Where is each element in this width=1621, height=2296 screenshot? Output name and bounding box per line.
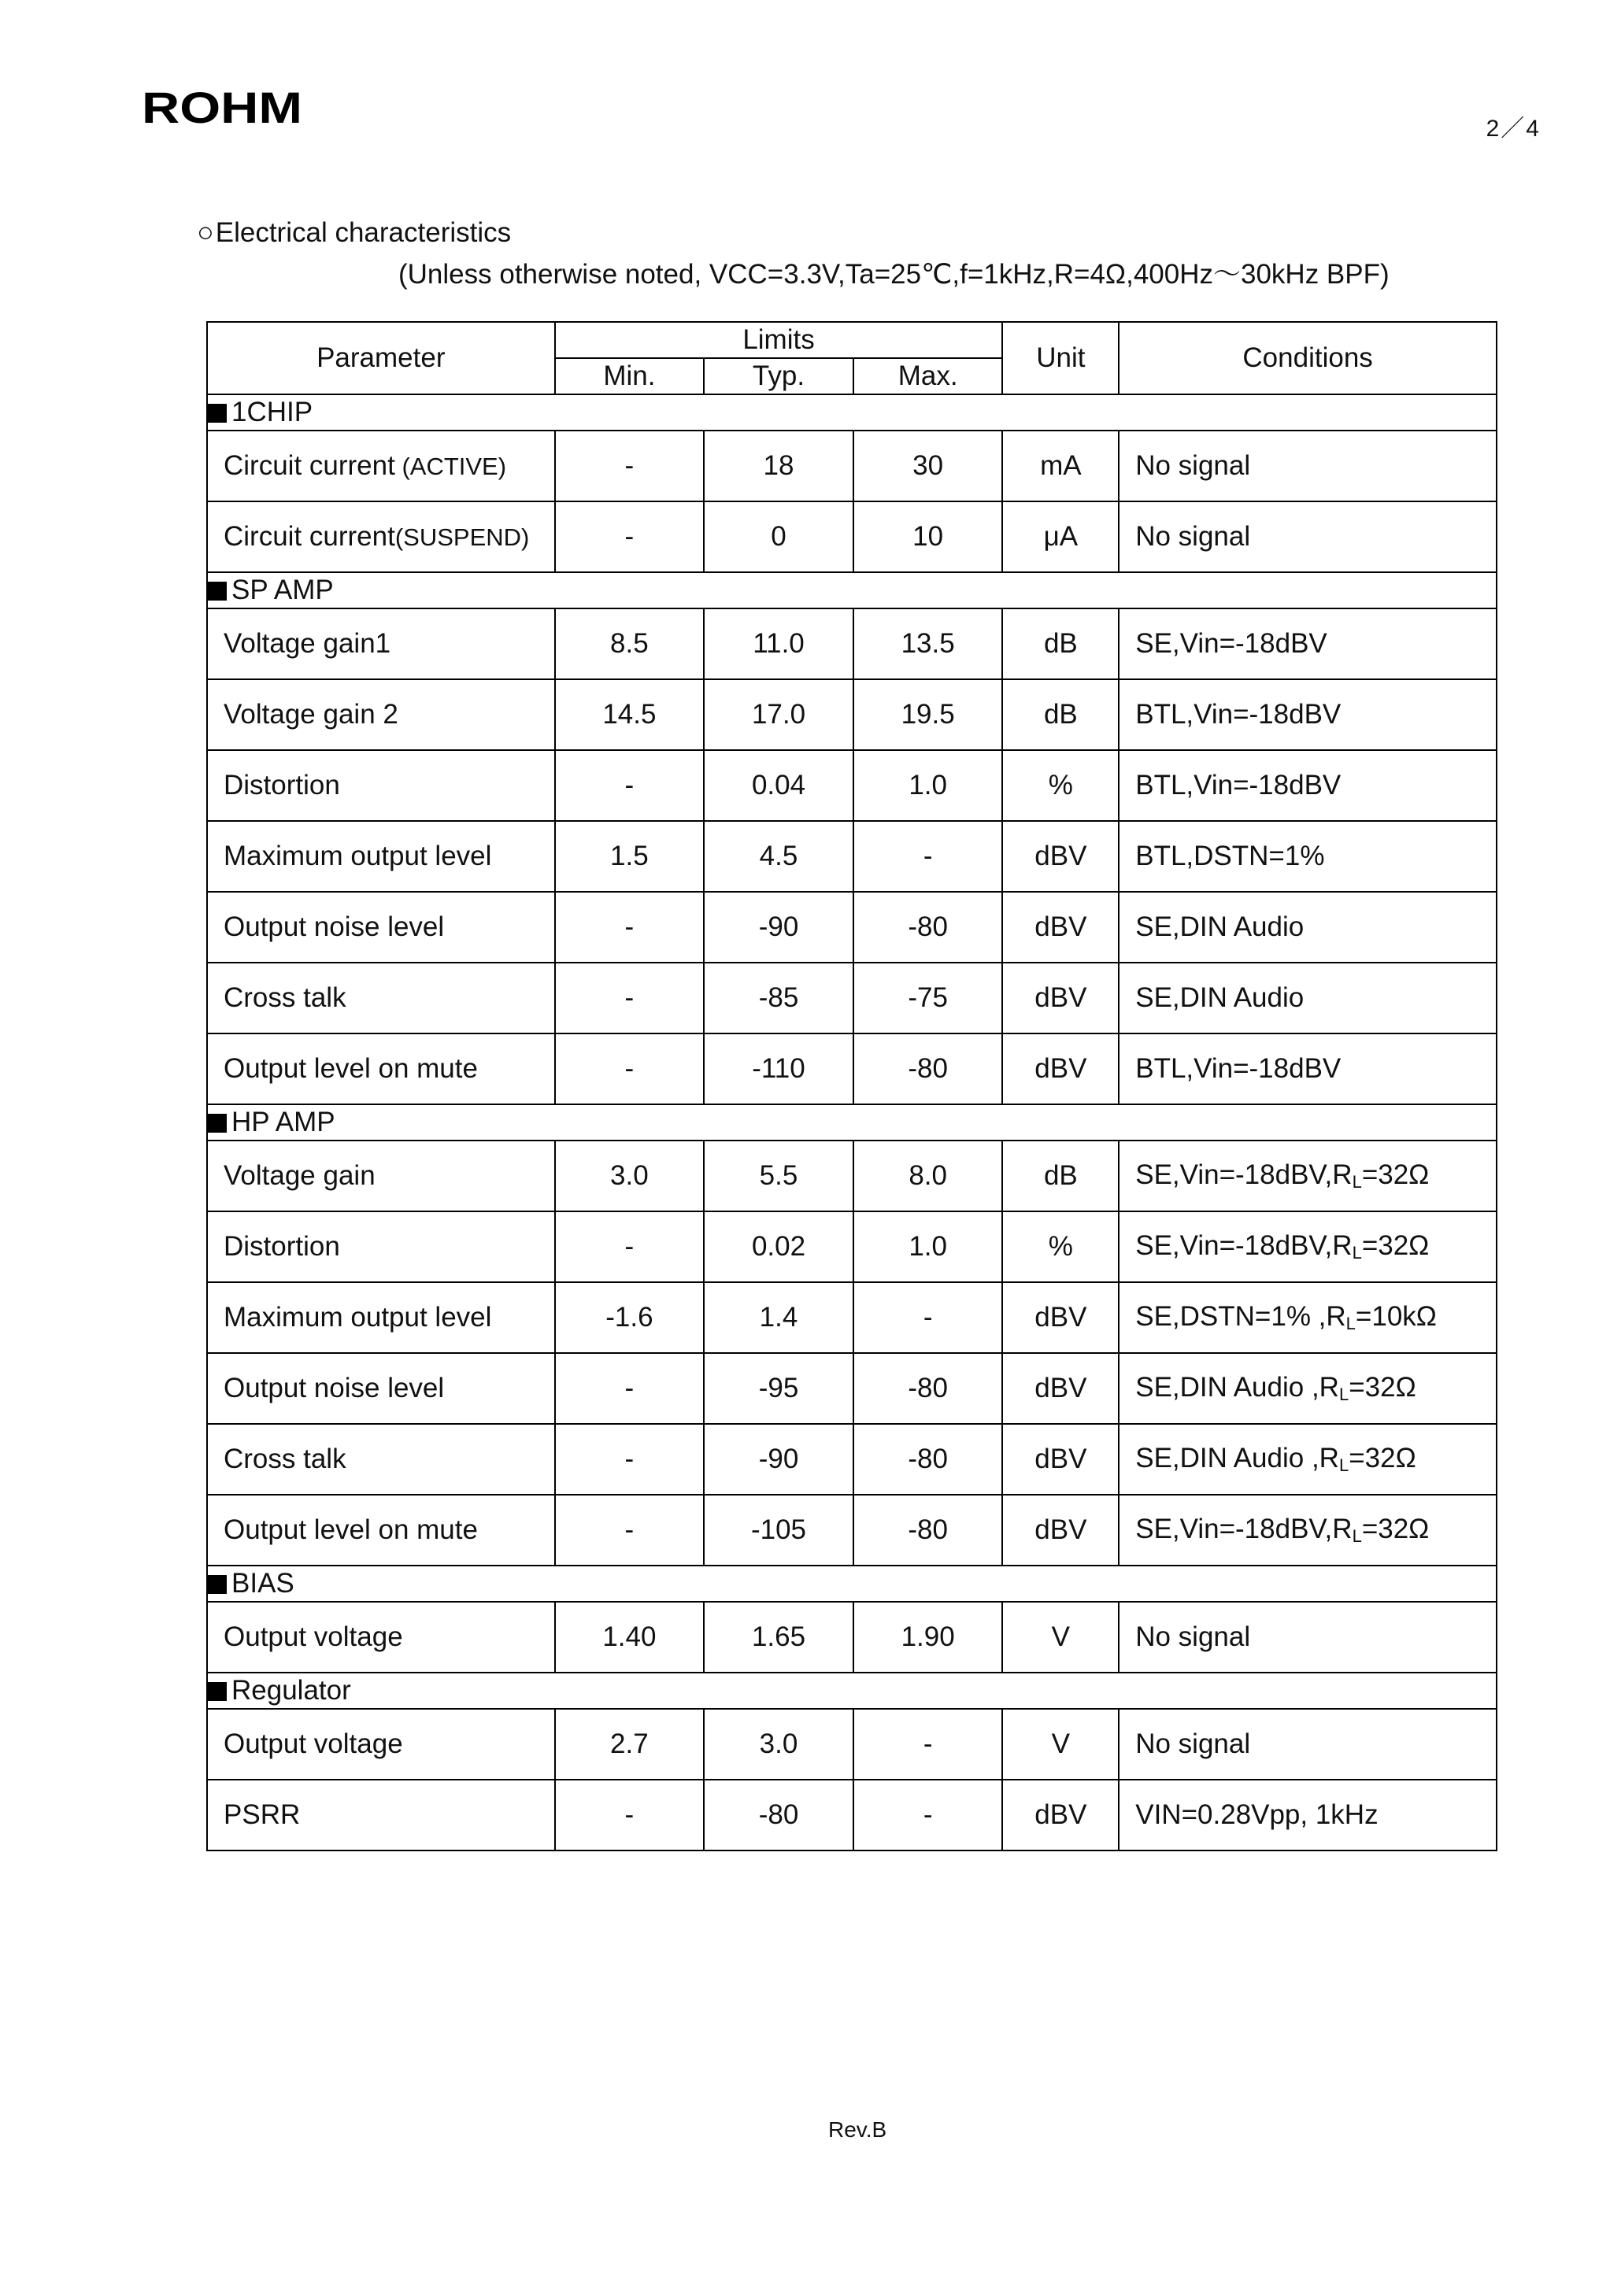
cell-conditions	[1119, 1211, 1497, 1282]
conditions-subscript: L	[1352, 1243, 1362, 1263]
table-row	[207, 1780, 1497, 1850]
logo-text: ROHM	[142, 88, 302, 128]
cell-typ: 17.0	[704, 679, 853, 750]
cell-min: -	[555, 1780, 705, 1850]
cell-unit: V	[1002, 1602, 1119, 1673]
square-bullet-icon	[208, 1114, 227, 1133]
cell-typ: 18	[704, 431, 853, 501]
table-row	[207, 501, 1497, 572]
cell-max: 10	[853, 501, 1003, 572]
cell-unit: dB	[1002, 608, 1119, 679]
conditions-text: SE,Vin=-18dBV,R	[1135, 1159, 1353, 1190]
parameter-name: Output noise level	[224, 1373, 445, 1403]
parameter-name: Circuit current	[224, 450, 395, 481]
cell-typ: -90	[704, 892, 853, 963]
cell-parameter	[207, 608, 555, 679]
table-row	[207, 892, 1497, 963]
cell-unit: dBV	[1002, 1353, 1119, 1424]
cell-unit: V	[1002, 1709, 1119, 1780]
cell-max: 8.0	[853, 1141, 1003, 1211]
header-limits: Limits	[555, 322, 1003, 358]
table-row	[207, 679, 1497, 750]
parameter-name: Output level on mute	[224, 1053, 478, 1084]
cell-conditions	[1119, 679, 1497, 750]
header-conditions: Conditions	[1119, 322, 1497, 394]
cell-unit: dBV	[1002, 1282, 1119, 1353]
conditions-text: No signal	[1135, 450, 1251, 481]
cell-typ: 0	[704, 501, 853, 572]
table-row	[207, 1709, 1497, 1780]
cell-typ: 5.5	[704, 1141, 853, 1211]
cell-min: -	[555, 501, 705, 572]
conditions-subscript: L	[1352, 1526, 1362, 1546]
cell-parameter	[207, 750, 555, 821]
cell-parameter	[207, 1033, 555, 1104]
cell-unit: dB	[1002, 1141, 1119, 1211]
cell-unit: dB	[1002, 679, 1119, 750]
cell-min: 8.5	[555, 608, 705, 679]
cell-unit: %	[1002, 750, 1119, 821]
header-unit: Unit	[1002, 322, 1119, 394]
cell-max: -80	[853, 1424, 1003, 1495]
cell-unit: dBV	[1002, 1033, 1119, 1104]
conditions-load: =32Ω	[1349, 1443, 1416, 1473]
conditions-text: VIN=0.28Vpp, 1kHz	[1135, 1799, 1379, 1830]
cell-conditions	[1119, 1353, 1497, 1424]
header-min: Min.	[555, 358, 705, 394]
section-title: SP AMP	[231, 575, 334, 605]
cell-max: 1.0	[853, 750, 1003, 821]
cell-parameter	[207, 892, 555, 963]
table-row	[207, 1602, 1497, 1673]
conditions-text: SE,Vin=-18dBV,R	[1135, 1514, 1353, 1544]
conditions-load: =32Ω	[1361, 1159, 1430, 1190]
conditions-text: SE,Vin=-18dBV,R	[1135, 1230, 1353, 1261]
cell-max: 1.90	[853, 1602, 1003, 1673]
table-row	[207, 821, 1497, 892]
section-title: Electrical characteristics	[215, 217, 512, 248]
conditions-text: SE,DIN Audio	[1135, 982, 1305, 1013]
square-bullet-icon	[208, 582, 227, 601]
cell-min: 2.7	[555, 1709, 705, 1780]
cell-max: -80	[853, 1353, 1003, 1424]
cell-min: 1.40	[555, 1602, 705, 1673]
parameter-mode: (ACTIVE)	[394, 453, 507, 480]
cell-conditions	[1119, 1282, 1497, 1353]
cell-max: -	[853, 1282, 1003, 1353]
section-header	[207, 572, 1497, 608]
cell-parameter	[207, 1282, 555, 1353]
cell-max: -	[853, 1780, 1003, 1850]
cell-parameter	[207, 1353, 555, 1424]
parameter-name: Output voltage	[224, 1621, 403, 1652]
conditions-subscript: L	[1345, 1314, 1356, 1333]
section-title: BIAS	[231, 1568, 294, 1599]
conditions-text: No signal	[1135, 521, 1251, 552]
square-bullet-icon	[208, 404, 227, 423]
cell-max: -80	[853, 1033, 1003, 1104]
cell-max: -75	[853, 963, 1003, 1033]
cell-conditions	[1119, 892, 1497, 963]
section-header	[207, 1566, 1497, 1602]
cell-parameter	[207, 1780, 555, 1850]
cell-max: -80	[853, 892, 1003, 963]
cell-min: -1.6	[555, 1282, 705, 1353]
cell-typ: 11.0	[704, 608, 853, 679]
conditions-text: No signal	[1135, 1621, 1251, 1652]
conditions-subscript: L	[1352, 1172, 1362, 1192]
cell-conditions	[1119, 501, 1497, 572]
parameter-name: PSRR	[224, 1799, 301, 1830]
conditions-text: SE,DIN Audio ,R	[1135, 1372, 1339, 1403]
conditions-load: =32Ω	[1361, 1514, 1430, 1544]
parameter-name: Output noise level	[224, 911, 445, 942]
conditions-text: SE,DSTN=1% ,R	[1135, 1301, 1346, 1332]
cell-unit: μA	[1002, 501, 1119, 572]
cell-typ: -80	[704, 1780, 853, 1850]
conditions-text: BTL,Vin=-18dBV	[1135, 770, 1342, 800]
cell-typ: 1.65	[704, 1602, 853, 1673]
cell-typ: -95	[704, 1353, 853, 1424]
square-bullet-icon	[208, 1575, 227, 1594]
table-row	[207, 1211, 1497, 1282]
cell-min: -	[555, 963, 705, 1033]
table-row	[207, 1353, 1497, 1424]
cell-unit: dBV	[1002, 1424, 1119, 1495]
cell-unit: dBV	[1002, 1495, 1119, 1566]
cell-conditions	[1119, 431, 1497, 501]
cell-conditions	[1119, 1495, 1497, 1566]
table-row	[207, 963, 1497, 1033]
parameter-name: Cross talk	[224, 1444, 346, 1474]
cell-typ: 3.0	[704, 1709, 853, 1780]
cell-min: -	[555, 431, 705, 501]
parameter-name: Output level on mute	[224, 1514, 478, 1545]
cell-parameter	[207, 1709, 555, 1780]
parameter-mode: (SUSPEND)	[394, 523, 530, 551]
table-row	[207, 750, 1497, 821]
cell-max: 19.5	[853, 679, 1003, 750]
cell-typ: 0.02	[704, 1211, 853, 1282]
parameter-name: Cross talk	[224, 982, 346, 1013]
section-heading	[197, 216, 511, 249]
header-typ: Typ.	[704, 358, 853, 394]
conditions-text: No signal	[1135, 1728, 1251, 1759]
conditions-subscript: L	[1338, 1385, 1349, 1404]
cell-min: 1.5	[555, 821, 705, 892]
cell-min: -	[555, 1353, 705, 1424]
header-max: Max.	[853, 358, 1003, 394]
table-row	[207, 608, 1497, 679]
cell-min: -	[555, 1033, 705, 1104]
cell-max: 30	[853, 431, 1003, 501]
parameter-name: Maximum output level	[224, 1302, 492, 1333]
parameter-name: Voltage gain 2	[224, 699, 398, 730]
cell-conditions	[1119, 1780, 1497, 1850]
cell-conditions	[1119, 1424, 1497, 1495]
cell-min: -	[555, 1424, 705, 1495]
table-row	[207, 1282, 1497, 1353]
cell-typ: -105	[704, 1495, 853, 1566]
cell-parameter	[207, 963, 555, 1033]
cell-min: -	[555, 1495, 705, 1566]
cell-min: 14.5	[555, 679, 705, 750]
cell-typ: -90	[704, 1424, 853, 1495]
cell-conditions	[1119, 1709, 1497, 1780]
section-row	[207, 572, 1497, 608]
table-row	[207, 1141, 1497, 1211]
cell-unit: dBV	[1002, 892, 1119, 963]
cell-max: -80	[853, 1495, 1003, 1566]
parameter-name: Distortion	[224, 1231, 340, 1262]
table-row	[207, 1495, 1497, 1566]
cell-unit: dBV	[1002, 1780, 1119, 1850]
section-title: HP AMP	[231, 1107, 335, 1137]
parameter-name: Output voltage	[224, 1728, 403, 1759]
parameter-name: Circuit current	[224, 521, 395, 552]
cell-parameter	[207, 1141, 555, 1211]
section-row	[207, 1104, 1497, 1141]
section-title: 1CHIP	[231, 397, 313, 427]
conditions-load: =10kΩ	[1355, 1301, 1437, 1332]
cell-parameter	[207, 1424, 555, 1495]
cell-conditions	[1119, 1602, 1497, 1673]
cell-min: -	[555, 750, 705, 821]
conditions-load: =32Ω	[1349, 1372, 1416, 1403]
parameter-name: Voltage gain	[224, 1160, 376, 1191]
cell-max: 1.0	[853, 1211, 1003, 1282]
conditions-text: BTL,Vin=-18dBV	[1135, 1053, 1342, 1084]
cell-max: 13.5	[853, 608, 1003, 679]
section-row	[207, 394, 1497, 431]
cell-unit: mA	[1002, 431, 1119, 501]
rohm-logo-mark	[142, 88, 304, 128]
cell-typ: 0.04	[704, 750, 853, 821]
cell-parameter	[207, 431, 555, 501]
conditions-text: BTL,Vin=-18dBV	[1135, 699, 1342, 730]
cell-min: -	[555, 892, 705, 963]
cell-conditions	[1119, 821, 1497, 892]
cell-conditions	[1119, 1141, 1497, 1211]
parameter-name: Maximum output level	[224, 841, 492, 871]
section-title: Regulator	[231, 1675, 351, 1706]
cell-parameter	[207, 821, 555, 892]
conditions-load: =32Ω	[1361, 1230, 1430, 1261]
square-bullet-icon	[208, 1682, 227, 1701]
conditions-text: SE,DIN Audio ,R	[1135, 1443, 1339, 1473]
cell-max: -	[853, 821, 1003, 892]
cell-min: -	[555, 1211, 705, 1282]
section-header	[207, 1104, 1497, 1141]
cell-conditions	[1119, 1033, 1497, 1104]
revision-label: Rev.B	[828, 2117, 887, 2142]
cell-parameter	[207, 679, 555, 750]
cell-typ: -85	[704, 963, 853, 1033]
cell-parameter	[207, 1495, 555, 1566]
cell-max: -	[853, 1709, 1003, 1780]
conditions-text: BTL,DSTN=1%	[1135, 841, 1325, 871]
header-parameter: Parameter	[207, 322, 555, 394]
conditions-text: SE,Vin=-18dBV	[1135, 628, 1327, 659]
conditions-text: SE,DIN Audio	[1135, 911, 1305, 942]
conditions-subscript: L	[1338, 1455, 1349, 1475]
cell-conditions	[1119, 608, 1497, 679]
cell-conditions	[1119, 750, 1497, 821]
section-header	[207, 1673, 1497, 1709]
section-row	[207, 1566, 1497, 1602]
cell-unit: %	[1002, 1211, 1119, 1282]
cell-typ: 4.5	[704, 821, 853, 892]
cell-parameter	[207, 501, 555, 572]
table-row	[207, 431, 1497, 501]
rohm-logo	[142, 88, 304, 131]
table-row	[207, 1424, 1497, 1495]
parameter-name: Voltage gain1	[224, 628, 391, 659]
circle-bullet-icon: ○	[197, 216, 214, 248]
parameter-name: Distortion	[224, 770, 340, 800]
cell-typ: -110	[704, 1033, 853, 1104]
cell-typ: 1.4	[704, 1282, 853, 1353]
page-number: 2／4	[1486, 116, 1541, 142]
cell-unit: dBV	[1002, 963, 1119, 1033]
cell-parameter	[207, 1211, 555, 1282]
section-row	[207, 1673, 1497, 1709]
cell-min: 3.0	[555, 1141, 705, 1211]
section-header	[207, 394, 1497, 431]
table-row	[207, 1033, 1497, 1104]
cell-conditions	[1119, 963, 1497, 1033]
cell-unit: dBV	[1002, 821, 1119, 892]
electrical-characteristics-table	[206, 321, 1497, 1851]
conditions-note: (Unless otherwise noted, VCC=3.3V,Ta=25℃,f=1kHz,R=4Ω,400Hz～30kHz BPF)	[398, 259, 1390, 290]
cell-parameter	[207, 1602, 555, 1673]
